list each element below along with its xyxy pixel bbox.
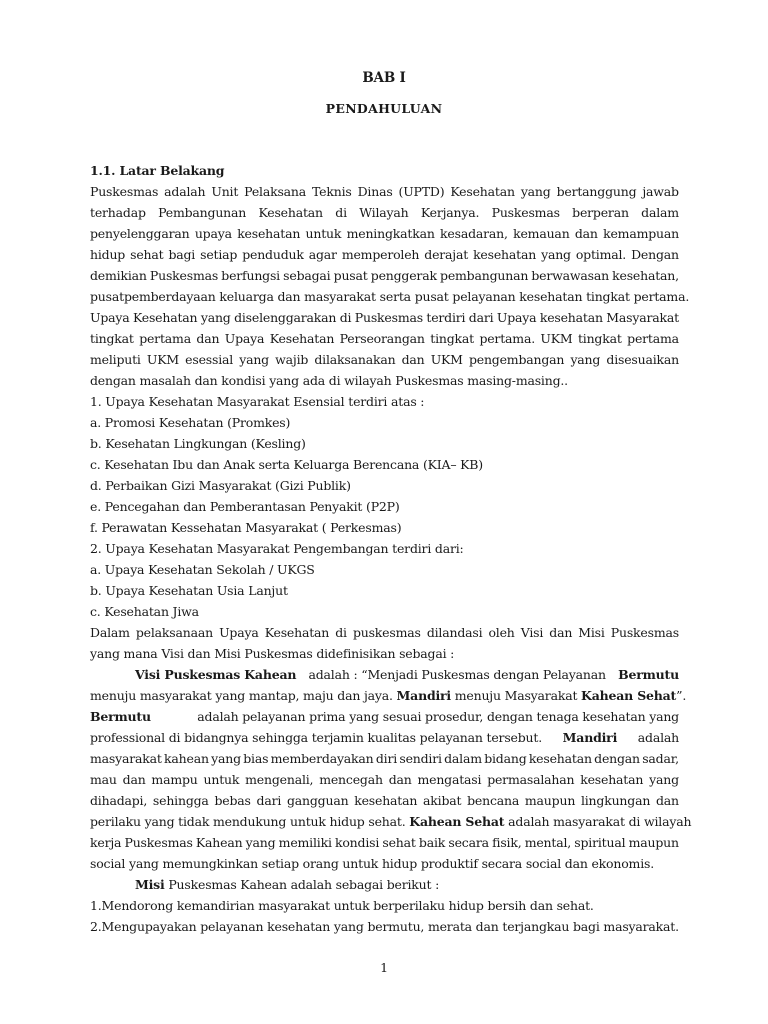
word: esessial xyxy=(185,352,234,367)
emphasis-mandiri: Mandiri xyxy=(562,730,618,745)
document-body xyxy=(90,160,692,937)
word: dan xyxy=(549,625,573,640)
word: pertama xyxy=(139,331,191,346)
word: bidang xyxy=(484,751,527,766)
paragraph-line xyxy=(90,244,679,265)
word: dan xyxy=(388,772,412,787)
word: mengenali, xyxy=(245,772,314,787)
word: memiliki xyxy=(278,835,332,850)
word: tingkat xyxy=(90,331,134,346)
word: memberdayakan xyxy=(270,751,374,766)
word: bias xyxy=(243,751,269,766)
word: sebagai xyxy=(283,268,331,283)
word: mampu xyxy=(151,772,198,787)
word: meningkatkan xyxy=(346,226,435,241)
word: pembangunan xyxy=(440,268,529,283)
word: yang xyxy=(541,247,571,262)
word: pertama xyxy=(627,331,679,346)
word: kesehatan xyxy=(354,793,418,808)
visi-text: perilaku yang tidak mendukung untuk hidup sehat. xyxy=(90,814,410,829)
word: Puskesmas xyxy=(354,310,423,325)
visi-text: adalah masyarakat di wilayah xyxy=(504,814,692,829)
emphasis-bermutu: Bermutu xyxy=(90,709,151,724)
word: setiap xyxy=(200,247,238,262)
word: Puskesmas xyxy=(149,268,219,283)
paragraph-line: dengan masalah dan kondisi yang ada di wilayah Puskesmas masing-masing.. xyxy=(90,373,568,388)
word: Upaya xyxy=(219,625,259,640)
word: kesadaran, xyxy=(440,226,508,241)
word: penggerak xyxy=(370,268,437,283)
word: mengatasi xyxy=(417,772,482,787)
paragraph-line xyxy=(90,181,679,202)
visi-text: menuju masyarakat yang mantap, maju dan jaya. xyxy=(90,688,397,703)
word: dengan xyxy=(594,751,640,766)
visi-text: menuju Masyarakat xyxy=(450,688,582,703)
word: UKM xyxy=(540,331,573,346)
word: Upaya xyxy=(224,331,265,346)
word: dilaksanakan xyxy=(314,352,396,367)
word: Kesehatan xyxy=(132,310,198,325)
paragraph-line xyxy=(90,328,679,349)
word: kemauan xyxy=(513,226,570,241)
word: Kahean xyxy=(195,835,243,850)
word: dari xyxy=(468,310,494,325)
word: Dengan xyxy=(631,247,679,262)
word: Visi xyxy=(520,625,544,640)
word: gangguan xyxy=(286,793,349,808)
word: dan xyxy=(655,793,679,808)
word: Dinas xyxy=(357,184,393,199)
word: pusat xyxy=(333,268,368,283)
word: dan xyxy=(122,772,146,787)
word: bagi xyxy=(168,247,196,262)
visi-text: ”. xyxy=(676,688,687,703)
word: Upaya xyxy=(90,310,130,325)
word: Perseorangan xyxy=(339,331,425,346)
word: Puskesmas xyxy=(610,625,679,640)
word: masyarakat xyxy=(90,751,162,766)
visi-line xyxy=(90,832,679,853)
word: pengembangan xyxy=(468,352,565,367)
word: dilandasi xyxy=(426,625,483,640)
word: UKM xyxy=(146,352,179,367)
word: memperoleh xyxy=(341,247,420,262)
list-item: 2.Mengupayakan pelayanan kesehatan yang bermutu, merata dan terjangkau bagi masyarakat. xyxy=(90,919,679,934)
word: dan xyxy=(196,331,220,346)
word: kesehatan xyxy=(473,247,537,262)
word: Dalam xyxy=(90,625,130,640)
misi-text: Puskesmas Kahean adalah sebagai berikut : xyxy=(164,877,440,892)
list-heading: 1. Upaya Kesehatan Masyarakat Esensial terdiri atas : xyxy=(90,394,425,409)
word: sehingga xyxy=(152,793,209,808)
chapter-heading: BAB I xyxy=(362,70,406,86)
word: penyelenggaran xyxy=(90,226,190,241)
page-number: 1 xyxy=(380,960,388,975)
word: maupun xyxy=(628,835,679,850)
word: lingkungan xyxy=(580,793,651,808)
word: upaya xyxy=(194,226,232,241)
word: Masyarakat xyxy=(606,310,679,325)
word: kemampuan xyxy=(603,226,679,241)
word: penduduk xyxy=(242,247,304,262)
word: permasalahan xyxy=(487,772,575,787)
word: adalah xyxy=(164,184,206,199)
visi-text: adalah pelayanan prima yang sesuai prosedur, dengan tenaga kesehatan yang xyxy=(193,709,679,724)
word: Upaya xyxy=(496,310,537,325)
visi-line xyxy=(90,706,679,727)
emphasis-mandiri: Mandiri xyxy=(396,688,451,703)
word: Wilayah xyxy=(359,205,409,220)
word: bencana xyxy=(467,793,520,808)
paragraph-line: yang mana Visi dan Misi Puskesmas didefinisikan sebagai : xyxy=(90,646,455,661)
word: yang xyxy=(245,835,276,850)
word: Kesehatan xyxy=(450,184,515,199)
word: Kesehatan xyxy=(258,205,323,220)
emphasis-kahean-sehat: Kahean Sehat xyxy=(581,688,677,703)
word: Pelaksana xyxy=(244,184,307,199)
word: derajat xyxy=(424,247,469,262)
word: kesehatan xyxy=(580,772,644,787)
word: disesuaikan xyxy=(606,352,679,367)
list-item: a. Promosi Kesehatan (Promkes) xyxy=(90,415,291,430)
emphasis-kahean-sehat: Kahean Sehat xyxy=(409,814,505,829)
word: maupun xyxy=(524,793,576,808)
word: di xyxy=(335,625,347,640)
word: untuk xyxy=(305,226,342,241)
word: Teknis xyxy=(312,184,352,199)
word: dan xyxy=(574,226,598,241)
visi-line xyxy=(90,685,687,706)
word: secara xyxy=(448,835,489,850)
word: sehat xyxy=(130,247,164,262)
misi-line xyxy=(90,874,679,895)
paragraph-line xyxy=(90,349,679,370)
word: dan xyxy=(401,352,425,367)
word: meliputi xyxy=(90,352,141,367)
word: (UPTD) xyxy=(398,184,445,199)
word: terhadap xyxy=(90,205,146,220)
word: mencegah xyxy=(319,772,383,787)
word: berperan xyxy=(572,205,629,220)
word: kahean xyxy=(164,751,209,766)
list-item: c. Kesehatan Jiwa xyxy=(90,604,199,619)
word: yang xyxy=(239,352,269,367)
word: kesehatan xyxy=(539,310,603,325)
word: sadar, xyxy=(642,751,679,766)
word: puskesmas xyxy=(352,625,421,640)
visi-line xyxy=(90,664,679,685)
word: pelaksanaan xyxy=(135,625,213,640)
word: baik xyxy=(418,835,446,850)
visi-text: adalah : “Menjadi Puskesmas dengan Pelayanan xyxy=(304,667,610,682)
list-item: f. Perawatan Kessehatan Masyarakat ( Perkesmas) xyxy=(90,520,402,535)
word: kesehatan xyxy=(237,226,301,241)
word: untuk xyxy=(203,772,240,787)
word: dalam xyxy=(641,205,679,220)
word: Puskesmas xyxy=(491,205,560,220)
word: akibat xyxy=(423,793,462,808)
word: di xyxy=(339,310,352,325)
visi-line xyxy=(90,769,679,790)
word: dihadapi, xyxy=(90,793,148,808)
paragraph-line xyxy=(90,223,679,244)
word: bebas xyxy=(214,793,251,808)
list-item: 1.Mendorong kemandirian masyarakat untuk berperilaku hidup bersih dan sehat. xyxy=(90,898,594,913)
word: Pembangunan xyxy=(158,205,247,220)
word: UKM xyxy=(430,352,463,367)
word: Puskesmas xyxy=(124,835,193,850)
word: berfungsi xyxy=(221,268,280,283)
word: yang xyxy=(520,184,551,199)
word: bertanggung xyxy=(556,184,637,199)
word: tingkat xyxy=(577,331,622,346)
list-item: d. Perbaikan Gizi Masyarakat (Gizi Publik) xyxy=(90,478,351,493)
word: mau xyxy=(90,772,117,787)
list-item: b. Kesehatan Lingkungan (Kesling) xyxy=(90,436,306,451)
word: optimal. xyxy=(575,247,627,262)
word: diri xyxy=(375,751,398,766)
word: oleh xyxy=(488,625,515,640)
paragraph-line xyxy=(90,622,679,643)
section-heading: 1.1. Latar Belakang xyxy=(90,163,225,178)
misi-label: Misi xyxy=(135,877,165,892)
visi-line xyxy=(90,790,679,811)
emphasis-bermutu: Bermutu xyxy=(618,667,679,682)
paragraph-line xyxy=(90,202,679,223)
word: yang xyxy=(200,310,231,325)
paragraph-line xyxy=(90,265,679,286)
word: kesehatan, xyxy=(612,268,679,283)
word: jawab xyxy=(642,184,679,199)
word: Kesehatan xyxy=(269,331,335,346)
word: berwawasan xyxy=(531,268,609,283)
word: diselenggarakan xyxy=(234,310,337,325)
list-item: b. Upaya Kesehatan Usia Lanjut xyxy=(90,583,288,598)
word: dari xyxy=(256,793,282,808)
word: yang xyxy=(211,751,241,766)
visi-line xyxy=(90,811,692,832)
word: Unit xyxy=(211,184,239,199)
list-item: a. Upaya Kesehatan Sekolah / UKGS xyxy=(90,562,315,577)
word: Kerjanya. xyxy=(420,205,480,220)
word: sendiri xyxy=(399,751,442,766)
word: spiritual xyxy=(574,835,626,850)
word: yang xyxy=(570,352,601,367)
visi-text: professional di bidangnya sehingga terjamin kualitas pelayanan tersebut. xyxy=(90,730,546,745)
word: di xyxy=(335,205,347,220)
visi-label: Visi Puskesmas Kahean xyxy=(135,667,297,682)
page-title: PENDAHULUAN xyxy=(325,101,443,116)
word: demikian xyxy=(90,268,147,283)
word: tingkat xyxy=(430,331,474,346)
word: mental, xyxy=(524,835,572,850)
list-item: c. Kesehatan Ibu dan Anak serta Keluarga Berencana (KIA– KB) xyxy=(90,457,483,472)
word: hidup xyxy=(90,247,126,262)
word: agar xyxy=(308,247,337,262)
word: sehat xyxy=(382,835,416,850)
word: Misi xyxy=(578,625,605,640)
visi-line xyxy=(90,748,679,769)
word: pertama. xyxy=(479,331,535,346)
visi-text: adalah xyxy=(634,730,679,745)
list-item: e. Pencegahan dan Pemberantasan Penyakit (P2P) xyxy=(90,499,400,514)
word: Puskesmas xyxy=(90,184,159,199)
word: fisik, xyxy=(492,835,522,850)
word: terdiri xyxy=(426,310,466,325)
paragraph-line xyxy=(90,307,679,328)
word: kesehatan xyxy=(528,751,592,766)
visi-line xyxy=(90,727,679,748)
word: yang xyxy=(649,772,679,787)
visi-line: social yang memungkinkan setiap orang untuk hidup produktif secara social dan ekonomis. xyxy=(90,856,654,871)
word: dalam xyxy=(444,751,482,766)
word: kondisi xyxy=(334,835,380,850)
word: Kesehatan xyxy=(264,625,330,640)
paragraph-line: pusatpemberdayaan keluarga dan masyarakat serta pusat pelayanan kesehatan tingkat pertama. xyxy=(90,289,690,304)
list-heading: 2. Upaya Kesehatan Masyarakat Pengembangan terdiri dari: xyxy=(90,541,464,556)
word: wajib xyxy=(275,352,309,367)
word: kerja xyxy=(90,835,122,850)
